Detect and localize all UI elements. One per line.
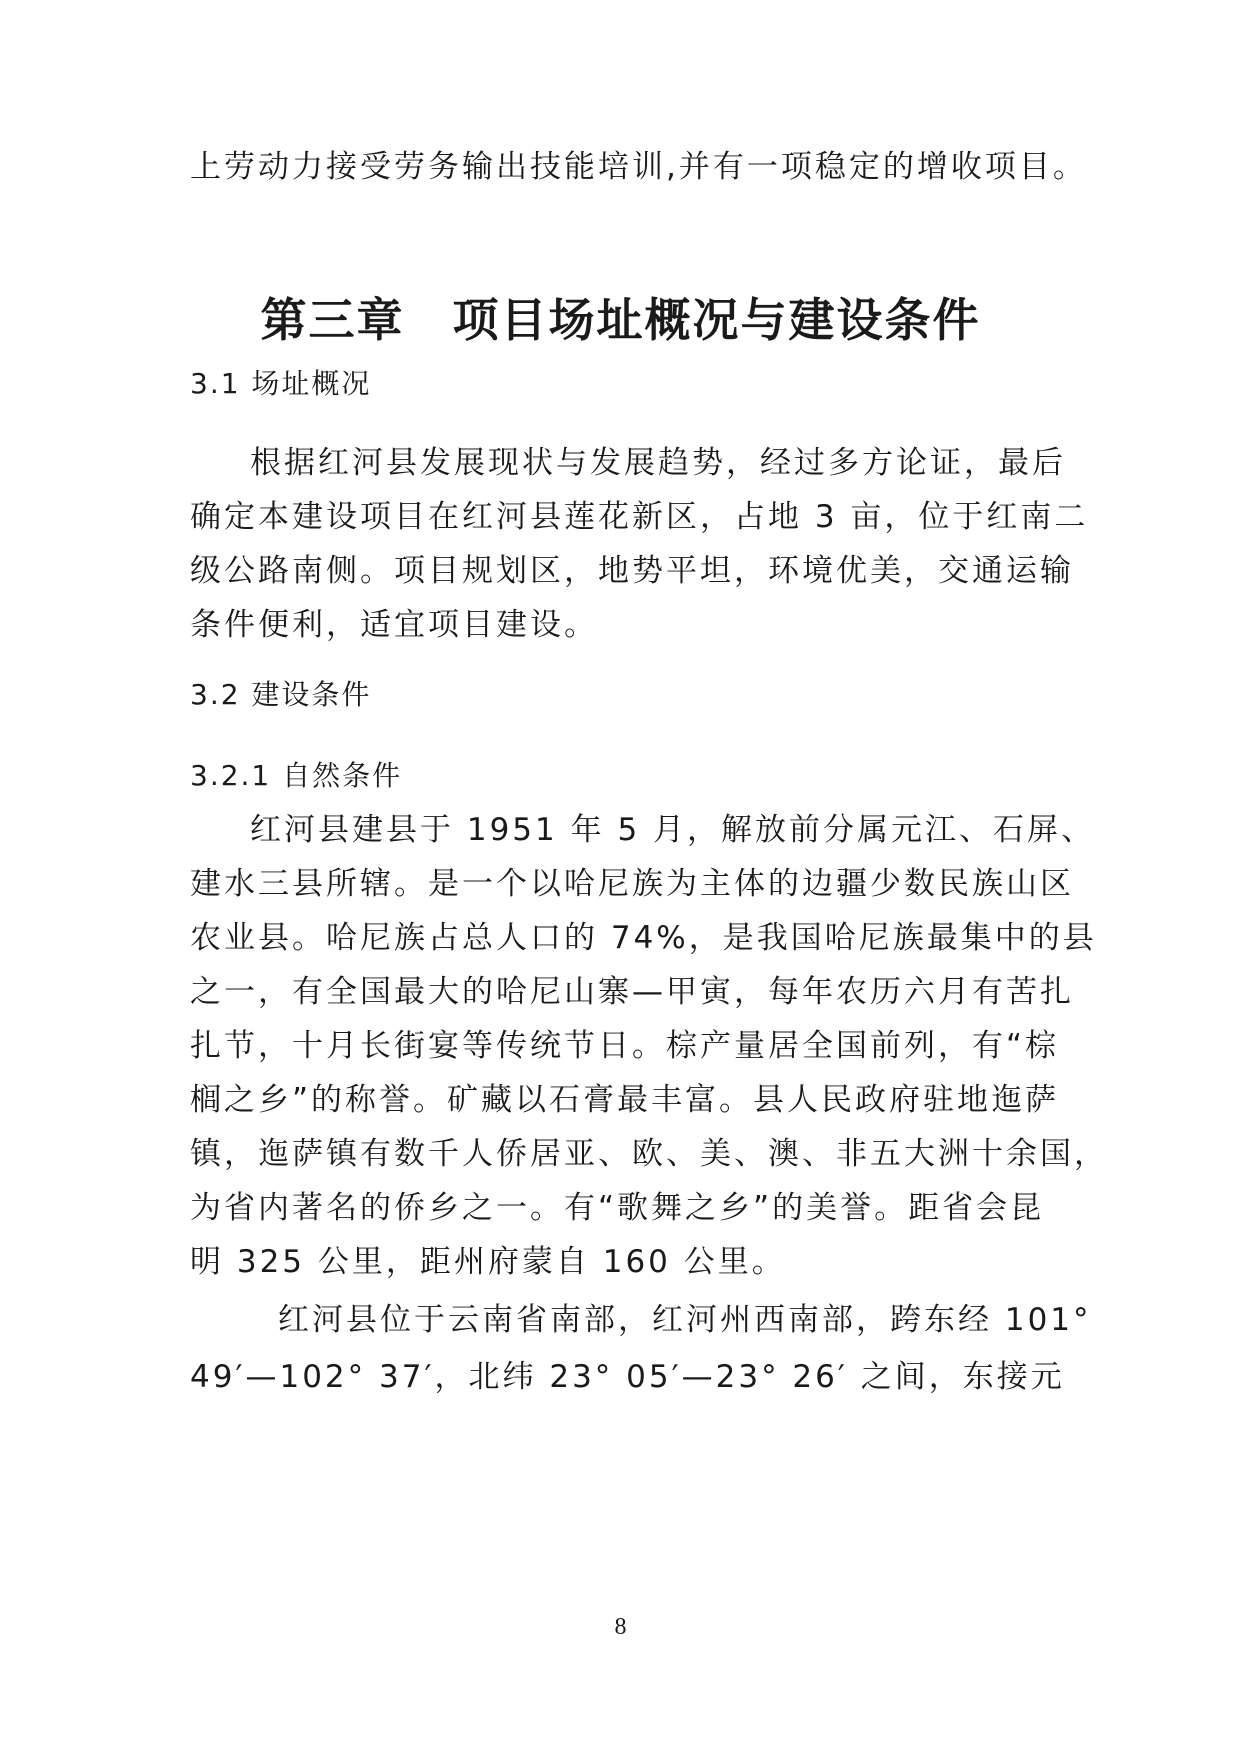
body-text-line: 扎节，十月长街宴等传统节日。棕产量居全国前列，有“棕	[190, 1028, 1060, 1064]
body-text-line: 榈之乡”的称誉。矿藏以石膏最丰富。县人民政府驻地迤萨	[190, 1082, 1060, 1118]
section-heading-3-1: 3.1 场址概况	[190, 367, 372, 400]
body-text-line: 建水三县所辖。是一个以哈尼族为主体的边疆少数民族山区	[190, 866, 1074, 902]
section-heading-3-2: 3.2 建设条件	[190, 678, 372, 711]
body-text-line: 红河县位于云南省南部，红河州西南部，跨东经 101°	[278, 1302, 1092, 1338]
body-text-line: 确定本建设项目在红河县莲花新区，占地 3 亩，位于红南二	[190, 499, 1089, 535]
body-text-line: 明 325 公里，距州府蒙自 160 公里。	[190, 1244, 786, 1280]
body-text-line: 镇，迤萨镇有数千人侨居亚、欧、美、澳、非五大洲十余国，	[190, 1136, 1108, 1172]
body-text-line: 根据红河县发展现状与发展趋势，经过多方论证，最后	[250, 445, 1066, 481]
body-text-line: 红河县建县于 1951 年 5 月，解放前分属元江、石屏、	[250, 812, 1096, 848]
body-text-line: 上劳动力接受劳务输出技能培训,并有一项稳定的增收项目。	[190, 149, 1087, 185]
page-number: 8	[614, 1614, 627, 1640]
body-text-line: 49′—102° 37′，北纬 23° 05′—23° 26′ 之间，东接元	[190, 1359, 1065, 1395]
section-heading-3-2-1: 3.2.1 自然条件	[190, 759, 403, 792]
body-text-line: 级公路南侧。项目规划区，地势平坦，环境优美，交通运输	[190, 553, 1074, 589]
body-text-line: 条件便利，适宜项目建设。	[190, 607, 598, 643]
body-text-line: 之一，有全国最大的哈尼山寨—甲寅，每年农历六月有苦扎	[190, 974, 1074, 1010]
body-text-line: 农业县。哈尼族占总人口的 74%，是我国哈尼族最集中的县	[190, 920, 1097, 956]
body-text-line: 为省内著名的侨乡之一。有“歌舞之乡”的美誉。距省会昆	[190, 1190, 1045, 1226]
chapter-title: 第三章 项目场址概况与建设条件	[260, 293, 981, 347]
